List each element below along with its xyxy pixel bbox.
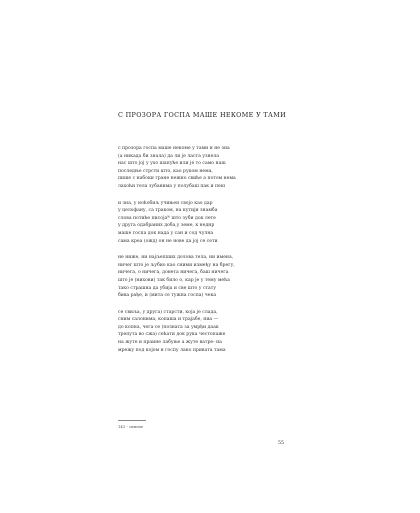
poem-line: мрежу под којом и госпу лако привата тама bbox=[118, 347, 226, 353]
stanza-3 bbox=[118, 254, 318, 300]
poem-line: бива рађе, и (мита се тужна госпа) чека bbox=[118, 293, 217, 299]
stanza-2 bbox=[118, 200, 318, 246]
poem-line: с прозора госпа маше некоме у тами и не зна bbox=[118, 146, 230, 151]
poem-line: лахоћи тела зубанима у полубаш пак и пеш bbox=[118, 183, 226, 189]
poem-line: маше госпа док нада у сан и сод чулна bbox=[118, 230, 214, 236]
stanza-4 bbox=[118, 309, 318, 355]
poem-line: трепута во сжа) сећати док рука честопаже bbox=[118, 332, 226, 338]
poem-line: у друга одабраних доба,у земе, к неднр bbox=[118, 223, 215, 229]
stanza-1 bbox=[118, 145, 318, 191]
page-number: 55 bbox=[278, 441, 285, 446]
footnote: 143 - сипоне bbox=[118, 424, 144, 429]
poem-line: пише с набоки гране нежно свиће а потом нема bbox=[118, 176, 236, 182]
poem-line: до копна, чега се (позната за умрђи даак bbox=[118, 324, 219, 330]
poem-line: (а никада би знала) да ли је ластa узнела bbox=[118, 153, 219, 159]
poem-body bbox=[118, 145, 318, 363]
poem-line: се свиља, у друга) старсти, која је слада, bbox=[118, 309, 218, 315]
footnote-divider bbox=[118, 420, 146, 421]
poem-title: С ПРОЗОРА ГОСПА МАШЕ НЕКОМЕ У ТАМИ bbox=[118, 111, 287, 119]
poem-line: у целофану, са траком, на кутији знамба bbox=[118, 208, 218, 214]
poem-line: што је (нихови) так било о, кар је у тему мећа bbox=[118, 277, 230, 283]
poem-line: и зна, у ноћобиљ учињен својо као дар bbox=[118, 200, 213, 206]
poem-line: слова потиће писоја⁹ⁱ што зуби док лете bbox=[118, 215, 216, 221]
poem-line: сама креа (ожд) он не нове да јој се сети bbox=[118, 238, 218, 244]
poem-line: нас што јој у ухо шапуће или је то само наш bbox=[118, 161, 226, 167]
poem-line: ничега, о ничега, донeта ничега, баш ничега bbox=[118, 270, 229, 276]
poem-line: ничег што је љубио као сними између на брегу, bbox=[118, 262, 235, 268]
poem-line: последње стрсти што, као руком нема, bbox=[118, 168, 213, 174]
poem-line: сним салонима, копаша и трајабе, ниа — bbox=[118, 317, 219, 323]
poem-line: тако страшна да убија и све што у стату bbox=[118, 285, 217, 291]
poem-line: не ниже, ни најљепших долова тела, ни имена, bbox=[118, 255, 234, 261]
poem-line: на жуте и праине лабуње а жуте ватре- на bbox=[118, 340, 222, 346]
